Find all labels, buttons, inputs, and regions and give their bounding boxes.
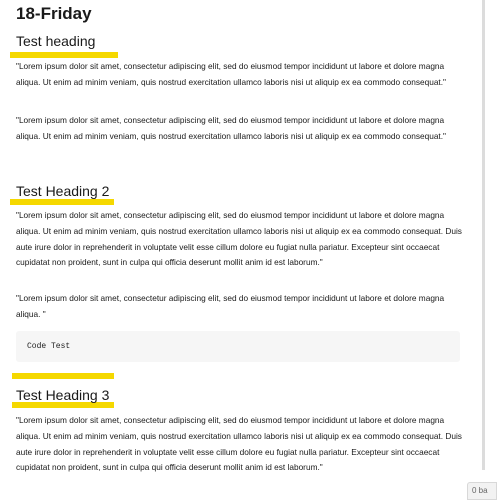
heading-highlight — [10, 52, 118, 58]
code-text: Code Test — [27, 342, 71, 351]
section-heading: Test Heading 3 — [16, 387, 110, 403]
page-title: 18-Friday — [16, 4, 92, 23]
paragraph: "Lorem ipsum dolor sit amet, consectetur adipiscing elit, sed do eiusmod tempor incididunt ut labore et dolore magna aliqua. Ut enim ad minim veniam, quis nostrud exercitation ullamco laboris nisi ut aliquip ex ea commodo consequat. Duis aute irure dolor in reprehenderit in voluptate velit esse cillum dolore eu fugiat nulla pariatur. Excepteur sint occaecat cupidatat non proident, sunt in culpa qui officia deserunt mollit anim id est laborum." — [16, 210, 462, 268]
corner-status-widget[interactable]: 0 ba — [467, 482, 497, 500]
paragraph: "Lorem ipsum dolor sit amet, consectetur adipiscing elit, sed do eiusmod tempor incididunt ut labore et dolore magna aliqua. Ut enim ad minim veniam, quis nostrud exercitation ullamco laboris nisi ut aliquip ex ea commodo consequat. Duis aute irure dolor in reprehenderit in voluptate velit esse cillum dolore eu fugiat nulla pariatur. Excepteur sint occaecat cupidatat non proident, sunt in culpa qui officia deserunt mollit anim id est laborum." — [16, 415, 462, 473]
paragraph: "Lorem ipsum dolor sit amet, consectetur adipiscing elit, sed do eiusmod tempor incididunt ut labore et dolore magna aliqua. Ut enim ad minim veniam, quis nostrud exercitation ullamco laboris nisi ut aliquip ex ea commodo consequat." — [16, 61, 446, 87]
code-block[interactable] — [16, 331, 460, 362]
paragraph: "Lorem ipsum dolor sit amet, consectetur adipiscing elit, sed do eiusmod tempor incididunt ut labore et dolore magna aliqua. Ut enim ad minim veniam, quis nostrud exercitation ullamco laboris nisi ut aliquip ex ea commodo consequat." — [16, 115, 446, 141]
heading-highlight — [12, 373, 114, 379]
section-heading: Test Heading 2 — [16, 183, 110, 199]
scrollbar[interactable] — [482, 0, 485, 470]
section-heading: Test heading — [16, 33, 96, 49]
paragraph: "Lorem ipsum dolor sit amet, consectetur adipiscing elit, sed do eiusmod tempor incididunt ut labore et dolore magna aliqua. " — [16, 293, 445, 319]
